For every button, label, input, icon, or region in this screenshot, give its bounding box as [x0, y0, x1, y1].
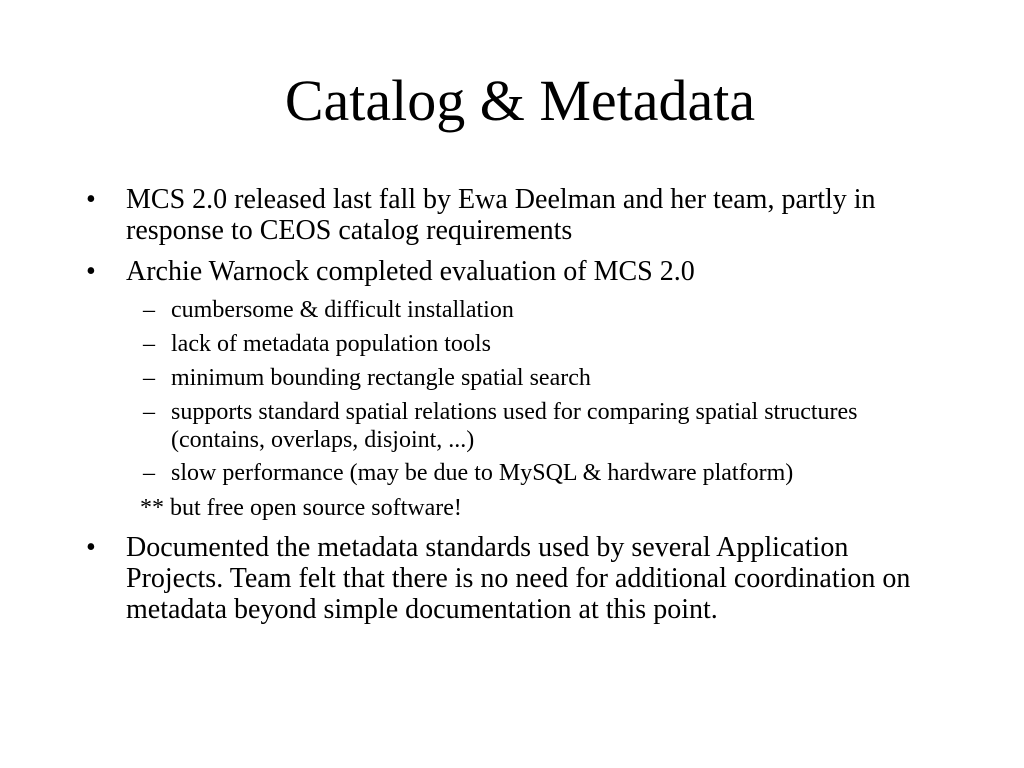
sub-bullet-marker: –: [143, 365, 155, 391]
sub-bullet-marker: –: [143, 399, 155, 425]
sub-bullet-marker: –: [143, 297, 155, 323]
sub-bullet-marker: –: [143, 460, 155, 486]
bullet-marker: •: [86, 184, 96, 215]
bullet-text: Archie Warnock completed evaluation of MCS 2.0: [126, 256, 695, 287]
bullet-text: MCS 2.0 released last fall by Ewa Deelman and her team, partly in response to CEOS catalog requirements: [126, 184, 876, 246]
bullet-marker: •: [86, 532, 96, 563]
bullet-text: Documented the metadata standards used by several Application Projects. Team felt that there is no need for additional coordination on metadata beyond simple documentation at this point.: [126, 532, 911, 625]
sub-bullet-marker: –: [143, 331, 155, 357]
bullet-marker: •: [86, 256, 96, 287]
sub-bullet-text: slow performance (may be due to MySQL & hardware platform): [171, 460, 794, 486]
note-text: ** but free open source software!: [140, 495, 462, 521]
sub-bullet-text: minimum bounding rectangle spatial search: [171, 365, 591, 391]
sub-bullet-text: supports standard spatial relations used for comparing spatial structures (contains, overlaps, disjoint, ...): [171, 399, 858, 453]
slide-title: Catalog & Metadata: [284, 68, 756, 133]
sub-bullet-text: lack of metadata population tools: [171, 331, 491, 357]
sub-bullet-text: cumbersome & difficult installation: [171, 297, 514, 323]
